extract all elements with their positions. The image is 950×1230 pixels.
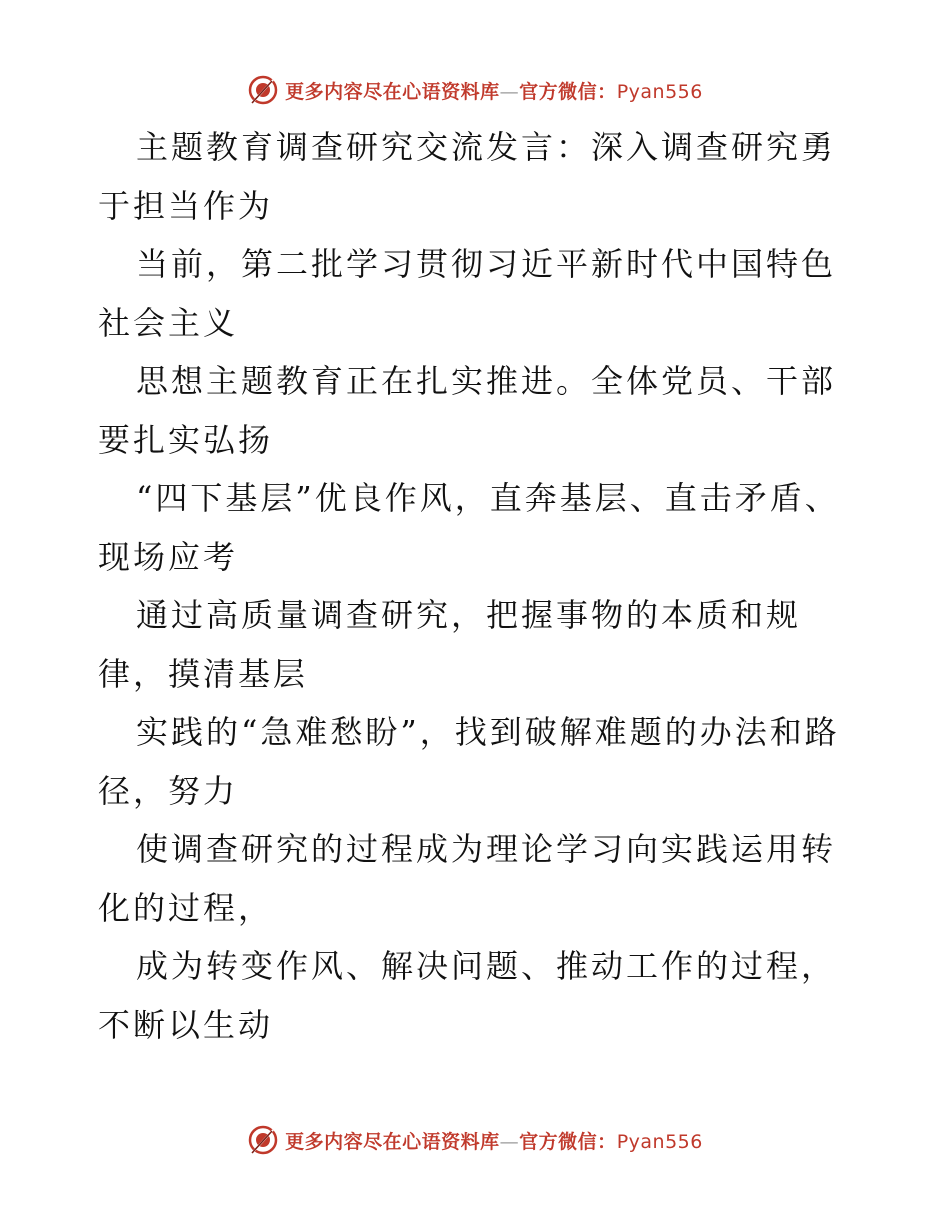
- paragraph: 思想主题教育正在扎实推进。全体党员、干部要扎实弘扬: [98, 362, 837, 459]
- watermark-text: 更多内容尽在心语资料库—官方微信：Pyan556: [285, 80, 703, 103]
- paragraph: 当前，第二批学习贯彻习近平新时代中国特色社会主义: [98, 245, 837, 342]
- paragraph: 通过高质量调查研究，把握事物的本质和规律，摸清基层: [98, 596, 802, 693]
- paragraph: 使调查研究的过程成为理论学习向实践运用转化的过程，: [98, 830, 837, 927]
- quill-seal-icon: [247, 74, 279, 106]
- paragraph: 实践的“急难愁盼”，找到破解难题的办法和路径，努力: [98, 713, 840, 810]
- watermark-text: 更多内容尽在心语资料库—官方微信：Pyan556: [285, 1130, 703, 1153]
- header-watermark: [0, 70, 950, 110]
- footer-watermark: [0, 1120, 950, 1160]
- paragraph: 主题教育调查研究交流发言：深入调查研究勇于担当作为: [98, 128, 837, 225]
- document-body: [98, 118, 853, 1054]
- paragraph: “四下基层”优良作风，直奔基层、直击矛盾、现场应考: [98, 479, 840, 576]
- quill-seal-icon: [247, 1124, 279, 1156]
- paragraph: 成为转变作风、解决问题、推动工作的过程，不断以生动: [98, 947, 837, 1044]
